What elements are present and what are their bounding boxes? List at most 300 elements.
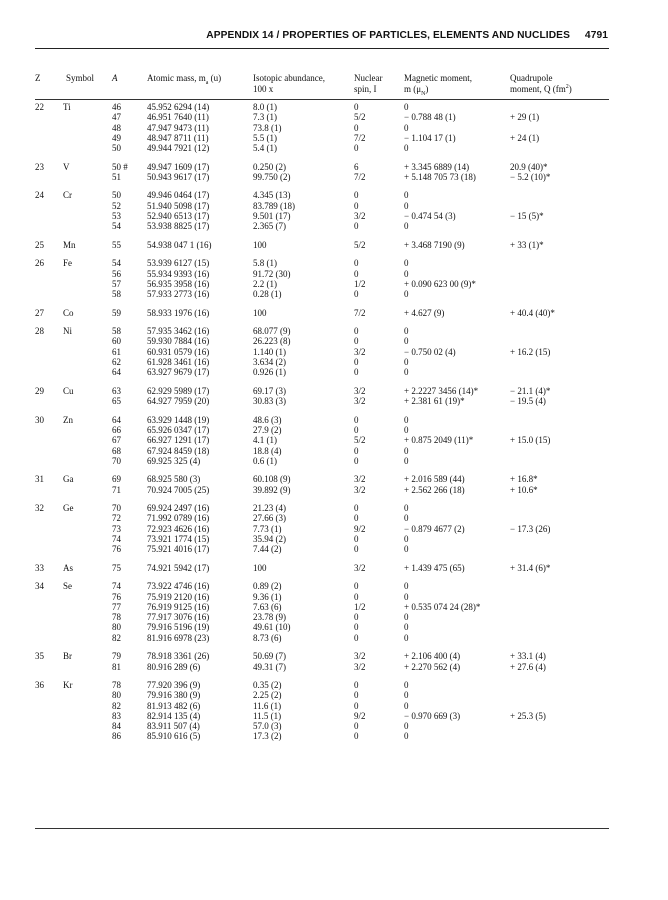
atomic-mass: 79.916 380 (9)	[147, 690, 201, 701]
isotope-row	[35, 386, 609, 396]
atomic-mass: 79.916 5196 (19)	[147, 622, 210, 633]
element-symbol: Kr	[63, 679, 73, 690]
atomic-mass: 69.925 325 (4)	[147, 455, 201, 466]
isotope-row	[35, 289, 609, 299]
element-z: 31	[35, 474, 44, 485]
isotopic-abundance: 5.8 (1)	[253, 258, 277, 269]
element-z-empty	[35, 524, 63, 534]
quadrupole-moment	[510, 701, 609, 711]
isotopic-abundance: 2.365 (7)	[253, 221, 286, 232]
isotope-row	[35, 602, 609, 612]
isotopic-abundance: 5.4 (1)	[253, 143, 277, 154]
quadrupole-moment	[510, 581, 609, 591]
nuclear-spin: 9/2	[354, 710, 366, 721]
column-header-row	[35, 73, 609, 94]
isotopic-abundance: 100	[253, 239, 267, 250]
magnetic-moment: 0	[404, 424, 409, 435]
element-z-empty	[35, 172, 63, 182]
mass-number: 59	[112, 307, 121, 318]
isotopic-abundance: 4.1 (1)	[253, 435, 277, 446]
isotopic-abundance: 50.69 (7)	[253, 651, 286, 662]
element-z-empty	[35, 221, 63, 231]
isotope-row	[35, 102, 609, 112]
element-symbol-empty	[63, 143, 112, 153]
element-symbol-empty	[63, 544, 112, 554]
magnetic-moment: 0	[404, 612, 409, 623]
header-title: APPENDIX 14 / PROPERTIES OF PARTICLES, ELEMENTS AND NUCLIDES	[206, 30, 570, 41]
element-symbol: Co	[63, 307, 74, 318]
element-z-empty	[35, 592, 63, 602]
magnetic-moment: − 0.970 669 (3)	[404, 710, 461, 721]
col-header-abundance: Isotopic abundance, 100 x	[253, 73, 325, 94]
nuclear-spin: 0	[354, 200, 359, 211]
quadrupole-moment: + 27.6 (4)	[510, 661, 546, 672]
isotopic-abundance: 8.0 (1)	[253, 102, 277, 112]
magnetic-moment: 0	[404, 200, 409, 211]
isotopic-abundance: 9.501 (17)	[253, 211, 291, 222]
quadrupole-moment	[510, 731, 609, 741]
element-z-empty	[35, 633, 63, 643]
atomic-mass: 73.922 4746 (16)	[147, 581, 210, 592]
nuclear-spin: 0	[354, 221, 359, 232]
spacer-row	[35, 555, 609, 563]
magnetic-moment: 0	[404, 336, 409, 347]
atomic-mass: 70.924 7005 (25)	[147, 484, 210, 495]
spacer-row	[35, 378, 609, 386]
element-symbol-empty	[63, 289, 112, 299]
mass-number: 66	[112, 424, 121, 435]
atomic-mass: 60.931 0579 (16)	[147, 346, 210, 357]
atomic-mass: 77.917 3076 (16)	[147, 612, 210, 623]
magnetic-moment: + 0.535 074 24 (28)*	[404, 601, 481, 612]
magnetic-moment: 0	[404, 102, 409, 112]
element-z: 29	[35, 385, 44, 396]
isotopic-abundance: 0.926 (1)	[253, 367, 286, 378]
atomic-mass: 63.927 9679 (17)	[147, 367, 210, 378]
element-z-empty	[35, 711, 63, 721]
magnetic-moment: 0	[404, 690, 409, 701]
quadrupole-moment	[510, 123, 609, 133]
quadrupole-moment	[510, 415, 609, 425]
element-symbol: Fe	[63, 258, 72, 269]
spacer-row	[35, 318, 609, 326]
spacer-row	[35, 94, 609, 102]
element-z: 22	[35, 102, 44, 112]
isotopic-abundance: 21.23 (4)	[253, 503, 286, 514]
magnetic-moment: 0	[404, 357, 409, 368]
element-z-empty	[35, 112, 63, 122]
mass-number: 78	[112, 679, 121, 690]
quadrupole-moment: + 25.3 (5)	[510, 710, 546, 721]
isotopic-abundance: 73.8 (1)	[253, 122, 282, 133]
element-z-empty	[35, 485, 63, 495]
element-symbol: Zn	[63, 414, 73, 425]
nuclear-spin: 0	[354, 455, 359, 466]
element-z: 25	[35, 239, 44, 250]
mass-number: 86	[112, 731, 121, 742]
element-z-empty	[35, 612, 63, 622]
magnetic-moment: − 0.750 02 (4)	[404, 346, 456, 357]
atomic-mass: 51.940 5098 (17)	[147, 200, 210, 211]
col-header-magnetic: Magnetic moment, m $(\mu_N)$	[404, 73, 472, 97]
col-header-symbol: Symbol	[66, 73, 95, 83]
element-z: 33	[35, 562, 44, 573]
nuclear-spin: 3/2	[354, 661, 366, 672]
isotope-row	[35, 612, 609, 622]
nuclear-spin: 0	[354, 612, 359, 623]
table-bottom-rule	[35, 828, 609, 829]
atomic-mass: 80.916 289 (6)	[147, 661, 201, 672]
element-symbol: Mn	[63, 239, 76, 250]
mass-number: 77	[112, 601, 121, 612]
nuclear-spin: 0	[354, 258, 359, 269]
magnetic-moment: 0	[404, 367, 409, 378]
isotope-row	[35, 201, 609, 211]
nuclear-spin: 0	[354, 503, 359, 514]
mass-number: 49	[112, 132, 121, 143]
isotopic-abundance: 68.077 (9)	[253, 326, 291, 337]
isotope-row	[35, 367, 609, 377]
element-symbol: Ti	[63, 102, 71, 112]
atomic-mass: 83.911 507 (4)	[147, 721, 200, 732]
magnetic-moment: − 1.104 17 (1)	[404, 132, 456, 143]
nuclear-spin: 0	[354, 690, 359, 701]
isotopic-abundance: 1.140 (1)	[253, 346, 286, 357]
spacer-row	[35, 232, 609, 240]
nuclear-spin: 0	[354, 336, 359, 347]
atomic-mass: 47.947 9473 (11)	[147, 122, 209, 133]
element-symbol-empty	[63, 201, 112, 211]
isotope-row	[35, 524, 609, 534]
isotopic-abundance: 100	[253, 562, 267, 573]
nuclear-spin: 7/2	[354, 171, 366, 182]
element-z-empty	[35, 123, 63, 133]
col-header-quadrupole: Quadrupole moment, Q $(fm^2)$	[510, 73, 572, 94]
atomic-mass: 56.935 3958 (16)	[147, 278, 210, 289]
isotope-row	[35, 162, 609, 172]
properties-table	[35, 73, 609, 742]
quadrupole-moment	[510, 357, 609, 367]
isotope-row	[35, 592, 609, 602]
element-symbol-empty	[63, 690, 112, 700]
mass-number: 76	[112, 591, 121, 602]
spacer-row	[35, 495, 609, 503]
mass-number: 54	[112, 258, 121, 269]
magnetic-moment: + 2.270 562 (4)	[404, 661, 461, 672]
isotopic-abundance: 49.31 (7)	[253, 661, 286, 672]
element-z-empty	[35, 662, 63, 672]
mass-number: 68	[112, 445, 121, 456]
element-symbol: Ge	[63, 503, 74, 514]
isotope-row	[35, 701, 609, 711]
element-symbol-empty	[63, 524, 112, 534]
atomic-mass: 73.921 1774 (15)	[147, 533, 210, 544]
nuclear-spin: 0	[354, 591, 359, 602]
isotope-row	[35, 513, 609, 523]
isotopic-abundance: 35.94 (2)	[253, 533, 286, 544]
atomic-mass: 61.928 3461 (16)	[147, 357, 210, 368]
spacer-row	[35, 182, 609, 190]
nuclear-spin: 3/2	[354, 385, 366, 396]
element-symbol: Cu	[63, 385, 74, 396]
spacer-row	[35, 643, 609, 651]
mass-number: 62	[112, 357, 121, 368]
element-symbol-empty	[63, 534, 112, 544]
mass-number: 72	[112, 513, 121, 524]
element-symbol-empty	[63, 446, 112, 456]
spacer-row	[35, 672, 609, 680]
mass-number: 48	[112, 122, 121, 133]
isotopic-abundance: 27.66 (3)	[253, 513, 286, 524]
magnetic-moment: 0	[404, 445, 409, 456]
atomic-mass: 82.914 135 (4)	[147, 710, 201, 721]
mass-number: 74	[112, 581, 121, 592]
nuclear-spin: 3/2	[354, 211, 366, 222]
element-symbol-empty	[63, 211, 112, 221]
mass-number: 53	[112, 211, 121, 222]
nuclear-spin: 0	[354, 513, 359, 524]
mass-number: 47	[112, 112, 121, 123]
isotopic-abundance: 11.5 (1)	[253, 710, 282, 721]
quadrupole-moment	[510, 336, 609, 346]
element-symbol: As	[63, 562, 74, 573]
mass-number: 56	[112, 268, 121, 279]
isotope-row	[35, 651, 609, 661]
element-z: 23	[35, 161, 44, 172]
atomic-mass: 68.925 580 (3)	[147, 474, 201, 485]
nuclear-spin: 0	[354, 721, 359, 732]
magnetic-moment: 0	[404, 721, 409, 732]
isotopic-abundance: 0.35 (2)	[253, 679, 282, 690]
isotope-row	[35, 662, 609, 672]
element-z-empty	[35, 690, 63, 700]
nuclear-spin: 0	[354, 268, 359, 279]
element-symbol: Cr	[63, 190, 72, 201]
isotope-row	[35, 211, 609, 221]
isotope-row	[35, 279, 609, 289]
element-symbol: Ni	[63, 326, 72, 337]
isotope-row	[35, 721, 609, 731]
element-z-empty	[35, 731, 63, 741]
mass-number: 79	[112, 651, 121, 662]
isotopic-abundance: 17.3 (2)	[253, 731, 282, 742]
magnetic-moment: − 0.879 4677 (2)	[404, 523, 465, 534]
magnetic-moment: + 3.468 7190 (9)	[404, 239, 465, 250]
magnetic-moment: 0	[404, 700, 409, 711]
atomic-mass: 53.939 6127 (15)	[147, 258, 210, 269]
atomic-mass: 77.920 396 (9)	[147, 679, 201, 690]
atomic-mass: 59.930 7884 (16)	[147, 336, 210, 347]
magnetic-moment: 0	[404, 622, 409, 633]
quadrupole-moment: + 24 (1)	[510, 132, 540, 143]
nuclear-spin: 0	[354, 143, 359, 154]
atomic-mass: 75.921 4016 (17)	[147, 544, 210, 555]
element-symbol-empty	[63, 112, 112, 122]
atomic-mass: 63.929 1448 (19)	[147, 414, 210, 425]
magnetic-moment: 0	[404, 591, 409, 602]
isotope-row	[35, 622, 609, 632]
isotopic-abundance: 2.25 (2)	[253, 690, 282, 701]
mass-number: 67	[112, 435, 121, 446]
isotope-row	[35, 456, 609, 466]
isotopic-abundance: 100	[253, 307, 267, 318]
nuclear-spin: 3/2	[354, 474, 366, 485]
magnetic-moment: 0	[404, 632, 409, 643]
quadrupole-moment: + 31.4 (6)*	[510, 562, 551, 573]
mass-number: 75	[112, 562, 121, 573]
element-z: 26	[35, 258, 44, 269]
element-symbol-empty	[63, 721, 112, 731]
element-symbol-empty	[63, 279, 112, 289]
page-number: 4791	[584, 30, 608, 41]
element-z: 30	[35, 414, 44, 425]
isotopic-abundance: 69.17 (3)	[253, 385, 286, 396]
atomic-mass: 81.916 6978 (23)	[147, 632, 210, 643]
element-symbol-empty	[63, 592, 112, 602]
spacer-row	[35, 406, 609, 414]
element-symbol-empty	[63, 425, 112, 435]
element-z-empty	[35, 701, 63, 711]
mass-number: 82	[112, 632, 121, 643]
nuclear-spin: 3/2	[354, 346, 366, 357]
quadrupole-moment	[510, 143, 609, 153]
atomic-mass: 53.938 8825 (17)	[147, 221, 210, 232]
quadrupole-moment: − 15 (5)*	[510, 211, 544, 222]
atomic-mass: 49.946 0464 (17)	[147, 190, 210, 201]
nuclear-spin: 0	[354, 424, 359, 435]
mass-number: 63	[112, 385, 121, 396]
isotopic-abundance: 26.223 (8)	[253, 336, 291, 347]
element-z-empty	[35, 357, 63, 367]
quadrupole-moment	[510, 622, 609, 632]
element-symbol-empty	[63, 662, 112, 672]
element-symbol: Se	[63, 581, 72, 592]
magnetic-moment: 0	[404, 503, 409, 514]
isotope-row	[35, 269, 609, 279]
element-z-empty	[35, 425, 63, 435]
quadrupole-moment: + 16.8*	[510, 474, 538, 485]
quadrupole-moment	[510, 102, 609, 112]
atomic-mass: 49.947 1609 (17)	[147, 161, 210, 172]
isotopic-abundance: 7.3 (1)	[253, 112, 277, 123]
isotopic-abundance: 0.89 (2)	[253, 581, 282, 592]
magnetic-moment: + 4.627 (9)	[404, 307, 445, 318]
element-z-empty	[35, 367, 63, 377]
quadrupole-moment: + 29 (1)	[510, 112, 540, 123]
isotope-row	[35, 680, 609, 690]
quadrupole-moment: 20.9 (40)*	[510, 161, 548, 172]
isotope-row	[35, 112, 609, 122]
element-z-empty	[35, 446, 63, 456]
mass-number: 58	[112, 289, 121, 300]
atomic-mass: 72.923 4626 (16)	[147, 523, 210, 534]
mass-number: 73	[112, 523, 121, 534]
element-z-empty	[35, 143, 63, 153]
nuclear-spin: 6	[354, 161, 359, 172]
quadrupole-moment	[510, 326, 609, 336]
element-z: 34	[35, 581, 44, 592]
quadrupole-moment	[510, 602, 609, 612]
quadrupole-moment: + 40.4 (40)*	[510, 307, 555, 318]
element-symbol-empty	[63, 485, 112, 495]
quadrupole-moment: + 33 (1)*	[510, 239, 544, 250]
quadrupole-moment	[510, 633, 609, 643]
spacer-row	[35, 466, 609, 474]
mass-number: 60	[112, 336, 121, 347]
element-z-empty	[35, 602, 63, 612]
element-symbol-empty	[63, 612, 112, 622]
atomic-mass: 55.934 9393 (16)	[147, 268, 210, 279]
isotopic-abundance: 18.8 (4)	[253, 445, 282, 456]
isotope-row	[35, 143, 609, 153]
nuclear-spin: 3/2	[354, 651, 366, 662]
element-z-empty	[35, 201, 63, 211]
magnetic-moment: + 2.016 589 (44)	[404, 474, 465, 485]
nuclear-spin: 0	[354, 289, 359, 300]
isotopic-abundance: 27.9 (2)	[253, 424, 282, 435]
atomic-mass: 67.924 8459 (18)	[147, 445, 210, 456]
element-z: 28	[35, 326, 44, 337]
quadrupole-moment	[510, 289, 609, 299]
quadrupole-moment	[510, 690, 609, 700]
element-symbol-empty	[63, 622, 112, 632]
col-header-a: A	[112, 73, 118, 83]
isotope-row	[35, 357, 609, 367]
quadrupole-moment	[510, 544, 609, 554]
nuclear-spin: 0	[354, 102, 359, 112]
mass-number: 70	[112, 455, 121, 466]
element-z-empty	[35, 336, 63, 346]
element-z-empty	[35, 435, 63, 445]
magnetic-moment: 0	[404, 533, 409, 544]
isotope-row	[35, 190, 609, 200]
element-symbol-empty	[63, 731, 112, 741]
quadrupole-moment: − 19.5 (4)	[510, 396, 546, 407]
isotopic-abundance: 9.36 (1)	[253, 591, 282, 602]
magnetic-moment: 0	[404, 289, 409, 300]
quadrupole-moment	[510, 446, 609, 456]
nuclear-spin: 1/2	[354, 601, 366, 612]
mass-number: 64	[112, 414, 121, 425]
isotopic-abundance: 49.61 (10)	[253, 622, 291, 633]
mass-number: 65	[112, 396, 121, 407]
isotope-row	[35, 172, 609, 182]
element-symbol-empty	[63, 633, 112, 643]
mass-number: 81	[112, 661, 121, 672]
isotopic-abundance: 91.72 (30)	[253, 268, 291, 279]
mass-number: 50	[112, 143, 121, 154]
quadrupole-moment	[510, 258, 609, 268]
quadrupole-moment: + 10.6*	[510, 484, 538, 495]
quadrupole-moment	[510, 503, 609, 513]
spacer-row	[35, 573, 609, 581]
quadrupole-moment: + 33.1 (4)	[510, 651, 546, 662]
isotopic-abundance: 2.2 (1)	[253, 278, 277, 289]
magnetic-moment: 0	[404, 581, 409, 592]
element-z-empty	[35, 347, 63, 357]
quadrupole-moment	[510, 367, 609, 377]
running-header	[0, 30, 608, 41]
isotopic-abundance: 48.6 (3)	[253, 414, 282, 425]
atomic-mass: 64.927 7959 (20)	[147, 396, 210, 407]
quadrupole-moment	[510, 279, 609, 289]
quadrupole-moment: + 16.2 (15)	[510, 346, 551, 357]
table-body	[35, 94, 609, 742]
atomic-mass: 75.919 2120 (16)	[147, 591, 210, 602]
nuclear-spin: 0	[354, 445, 359, 456]
isotopic-abundance: 57.0 (3)	[253, 721, 282, 732]
isotope-row	[35, 503, 609, 513]
